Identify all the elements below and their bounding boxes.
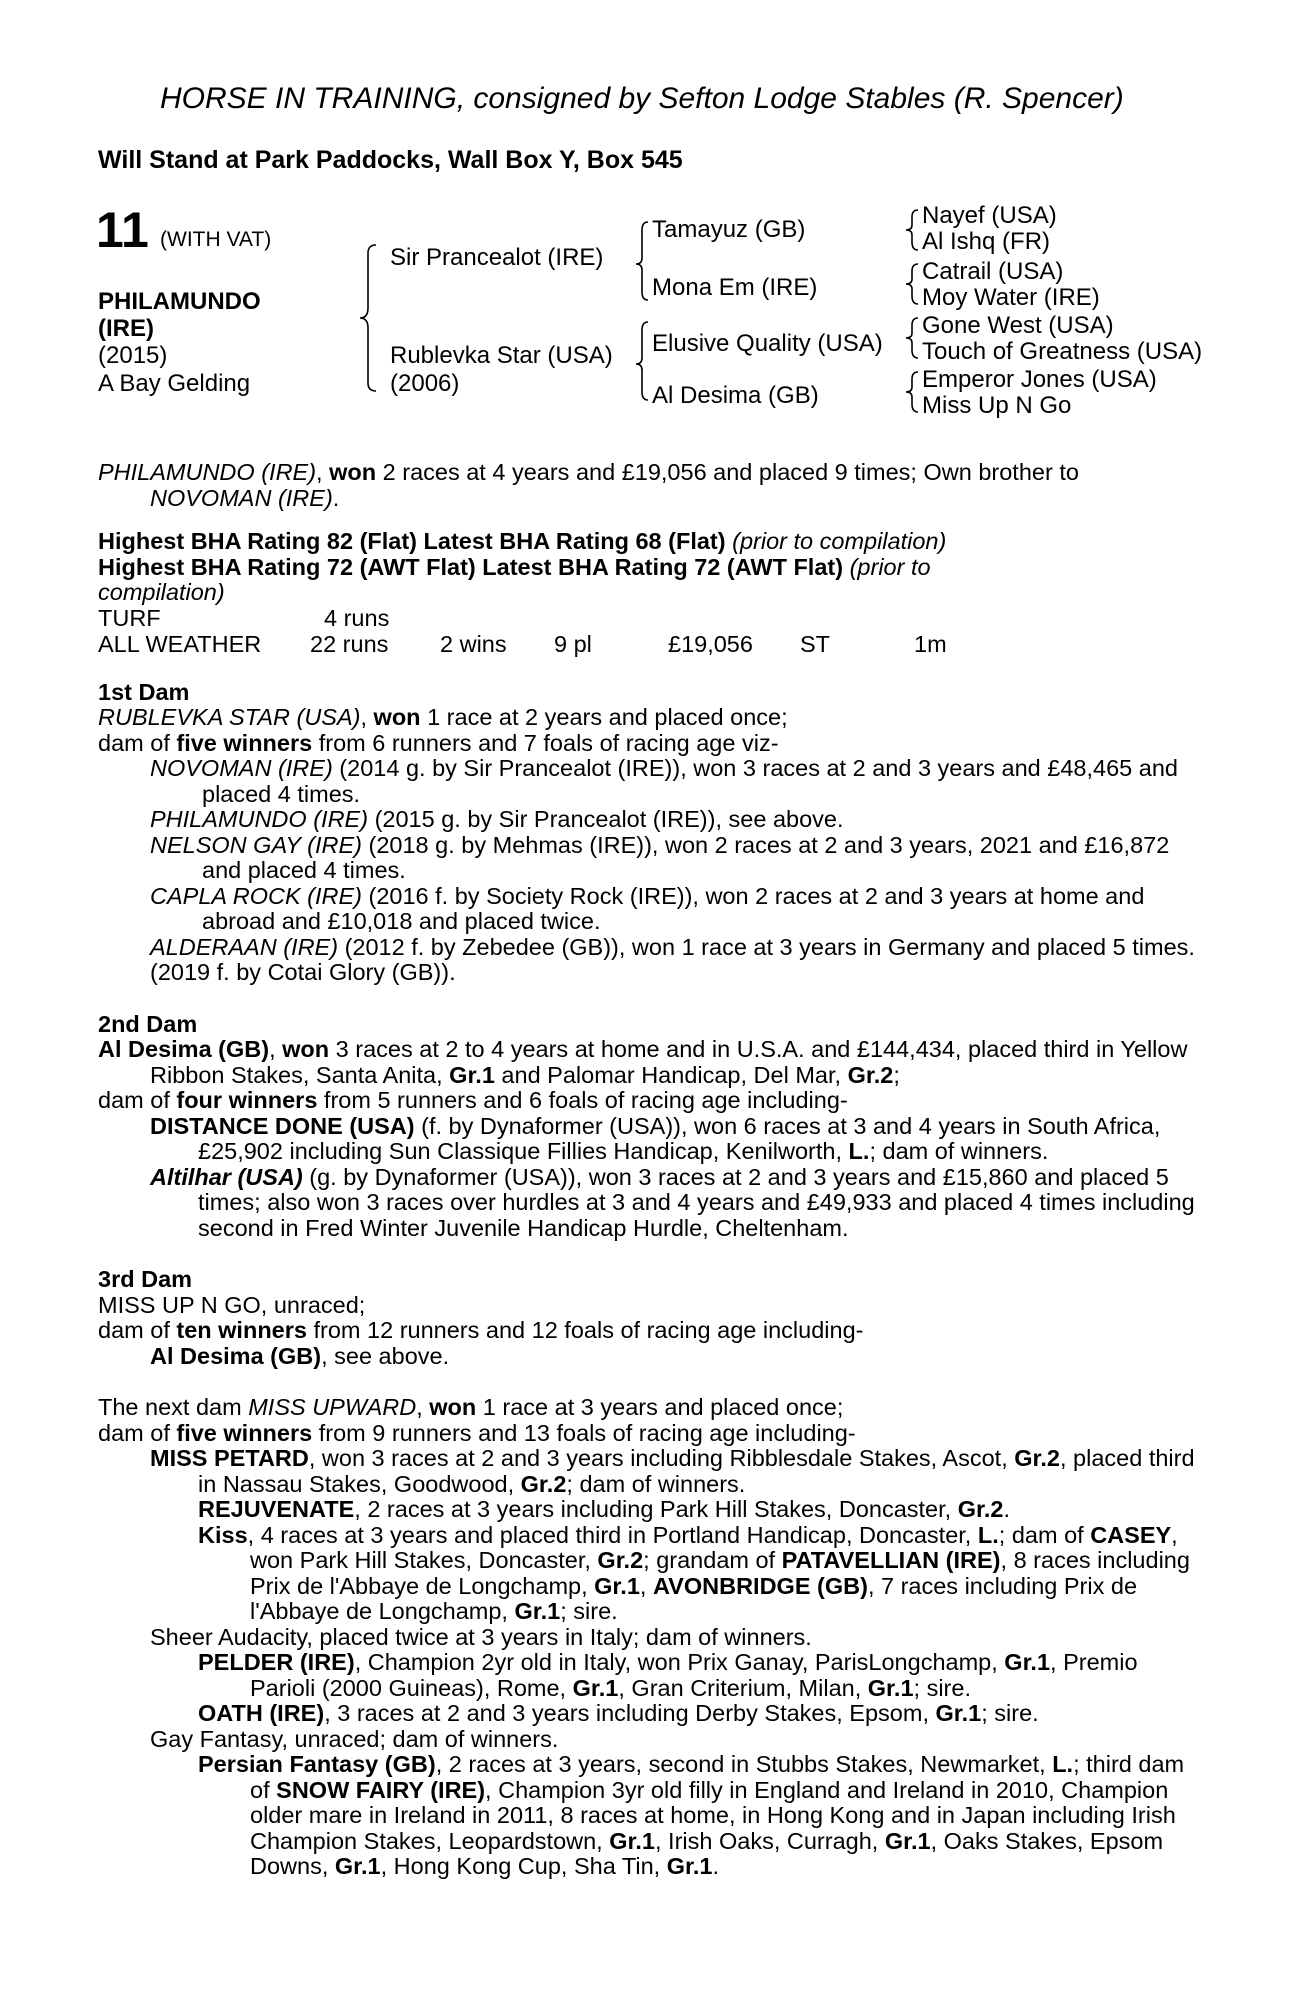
horse-year: (2015) [98,342,168,369]
great-grandparent-2: Al Ishq (FR) [922,228,1051,255]
sire: Sir Prancealot (IRE) [390,244,604,271]
sire-sire: Tamayuz (GB) [652,216,806,243]
stand-location: Will Stand at Park Paddocks, Wall Box Y, Box 545 [98,146,683,174]
dam4-miss-petard: MISS PETARD, won 3 races at 2 and 3 years including Ribblesdale Stakes, Ascot, Gr.2, placed third in Nassau Stakes, Goodwood, Gr.2; dam of winners. [150,1445,1195,1497]
catalogue-body [98,460,1206,1880]
great-grandparent-1: Nayef (USA) [922,202,1057,229]
dam1-offspring-4: CAPLA ROCK (IRE) (2016 f. by Society Rock (IRE)), won 2 races at 2 and 3 years at home and abroad and £10,018 and placed twice. [150,882,1145,934]
great-grandparent-5: Gone West (USA) [922,312,1114,339]
dam: Rublevka Star (USA) [390,342,613,369]
horse-description: A Bay Gelding [98,370,251,397]
rating-awt: Highest BHA Rating 72 (AWT Flat) Latest BHA Rating 72 (AWT Flat) (prior to [98,553,931,580]
dam-sire: Elusive Quality (USA) [652,330,883,357]
page-title: HORSE IN TRAINING, consigned by Sefton Lodge Stables (R. Spencer) [160,82,1124,115]
dam4-rejuvenate: REJUVENATE, 2 races at 3 years including Park Hill Stakes, Doncaster, Gr.2. [198,1496,1010,1522]
dam1-heading: 1st Dam [98,678,190,705]
great-grandparent-6: Touch of Greatness (USA) [922,338,1203,365]
dam4-gay-fantasy: Gay Fantasy, unraced; dam of winners. [150,1725,559,1752]
dam1-produce: dam of five winners from 6 runners and 7 foals of racing age viz- [98,729,779,756]
dam3-heading: 3rd Dam [98,1266,193,1292]
rating-awt-note: compilation) [98,579,225,605]
dam1-name: RUBLEVKA STAR (USA), won 1 race at 2 years and placed once; [98,704,788,730]
great-grandparent-3: Catrail (USA) [922,258,1064,285]
dam4-sheer-audacity: Sheer Audacity, placed twice at 3 years in Italy; dam of winners. [150,1623,812,1650]
dam2-name: Al Desima (GB), won 3 races at 2 to 4 years at home and in U.S.A. and £144,434, placed third in Yellow Ribbon Stakes, Santa Anita, Gr.1 and Palomar Handicap, Del Mar, Gr.2; [98,1036,1188,1088]
vat-note: (WITH VAT) [160,228,272,251]
dam2-offspring-1: DISTANCE DONE (USA) (f. by Dynaformer (USA)), won 6 races at 3 and 4 years in South Africa, £25,902 including Sun Classique Fillies Handicap, Kenilworth, L.; dam of winners. [150,1112,1161,1164]
dam-year: (2006) [390,370,460,397]
dam4-produce: dam of five winners from 9 runners and 13 foals of racing age including- [98,1419,856,1446]
dam3-name: MISS UP N GO, unraced; [98,1291,366,1318]
dam4-pelder: PELDER (IRE), Champion 2yr old in Italy, won Prix Ganay, ParisLongchamp, Gr.1, Premio Parioli (2000 Guineas), Rome, Gr.1, Gran Criterium, Milan, Gr.1; sire. [198,1649,1138,1701]
dam4-persian-fantasy: Persian Fantasy (GB), 2 races at 3 years, second in Stubbs Stakes, Newmarket, L.; third dam of SNOW FAIRY (IRE), Champion 3yr old filly in England and Ireland in 2010, Champion older mare in Ireland in 2011, 8 races at home, in Hong Kong and in Japan including Irish Champion Stakes, Leopardstown, Gr.1, Irish Oaks, Curragh, Gr.1, Oaks Stakes, Epsom Downs, Gr.1, Hong Kong Cup, Sha Tin, Gr.1. [198,1751,1185,1879]
dam1-offspring-6: (2019 f. by Cotai Glory (GB)). [150,959,456,985]
great-grandparent-7: Emperor Jones (USA) [922,366,1157,393]
dam1-offspring-5: ALDERAAN (IRE) (2012 f. by Zebedee (GB)), won 1 race at 3 years in Germany and placed 5 times. [150,933,1195,960]
record-all-weather: ALL WEATHER 22 runs 2 wins 9 pl £19,056 ST 1m [98,630,947,657]
great-grandparent-8: Miss Up N Go [922,392,1072,419]
dam3-offspring-1: Al Desima (GB), see above. [150,1342,450,1369]
record-turf: TURF 4 runs [98,604,390,631]
dam1-offspring-2: PHILAMUNDO (IRE) (2015 g. by Sir Prancealot (IRE)), see above. [150,806,844,832]
dam4-kiss: Kiss, 4 races at 3 years and placed third in Portland Handicap, Doncaster, L.; dam of CASEY, won Park Hill Stakes, Doncaster, Gr.2; grandam of PATAVELLIAN (IRE), 8 races including Prix de l'Abbaye de Longchamp, Gr.1, AVONBRIDGE (GB), 7 races including Prix de l'Abbaye de Longchamp, Gr.1; sire. [198,1521,1190,1624]
dam4-name: The next dam MISS UPWARD, won 1 race at 3 years and placed once; [98,1394,844,1420]
dam2-produce: dam of four winners from 5 runners and 6 foals of racing age including- [98,1087,848,1113]
dam4-oath: OATH (IRE), 3 races at 2 and 3 years including Derby Stakes, Epsom, Gr.1; sire. [198,1700,1039,1726]
dam-dam: Al Desima (GB) [652,382,819,409]
horse-name-line1: PHILAMUNDO [98,288,261,315]
dam3-produce: dam of ten winners from 12 runners and 12 foals of racing age including- [98,1317,864,1343]
dam2-offspring-2: Altilhar (USA) (g. by Dynaformer (USA)), won 3 races at 2 and 3 years and £15,860 and placed 5 times; also won 3 races over hurdles at 3 and 4 years and £49,933 and placed 4 times including second in Fred Winter Juvenile Handicap Hurdle, Cheltenham. [150,1163,1195,1241]
dam1-offspring-3: NELSON GAY (IRE) (2018 g. by Mehmas (IRE)), won 2 races at 2 and 3 years, 2021 and £16,872 and placed 4 times. [150,831,1170,883]
sire-dam: Mona Em (IRE) [652,274,818,301]
dam2-heading: 2nd Dam [98,1010,198,1037]
great-grandparent-4: Moy Water (IRE) [922,284,1100,311]
dam1-offspring-1: NOVOMAN (IRE) (2014 g. by Sir Prancealot (IRE)), won 3 races at 2 and 3 years and £48,465 and placed 4 times. [150,755,1178,807]
lot-number: 11 [96,202,149,258]
rating-flat: Highest BHA Rating 82 (Flat) Latest BHA Rating 68 (Flat) (prior to compilation) [98,528,947,554]
race-summary: PHILAMUNDO (IRE), won 2 races at 4 years and £19,056 and placed 9 times; Own brother to NOVOMAN (IRE). [98,459,1079,511]
horse-name-line2: (IRE) [98,315,154,342]
